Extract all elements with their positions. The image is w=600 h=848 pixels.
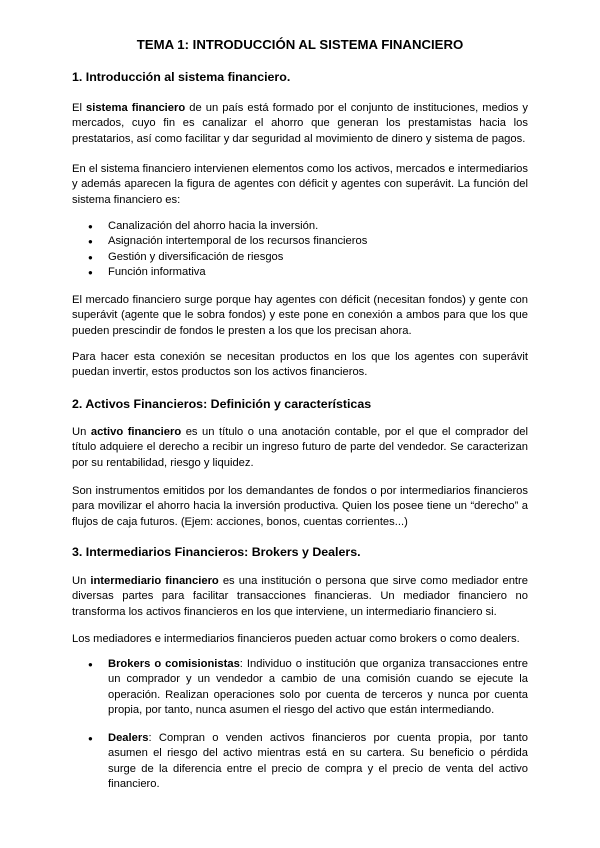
- section-2-paragraph-2: Son instrumentos emitidos por los demandantes de fondos o por intermediarios financieros para movilizar el ahorro hacia la inversión productiva. Quien los posee tiene un “derecho” a flujos de caja futuros. (Ejem: acciones, bonos, cuentas corrientes...): [72, 485, 528, 528]
- bold-term: Brokers o comisionistas: [108, 658, 240, 670]
- section-3-heading: 3. Intermediarios Financieros: Brokers y Dealers.: [72, 545, 361, 559]
- section-1-paragraph-4: Para hacer esta conexión se necesitan productos en los que los agentes con superávit puedan invertir, estos productos son los activos financieros.: [72, 351, 528, 379]
- functions-list: [72, 219, 528, 280]
- text-run: El: [72, 102, 86, 114]
- list-item-dealers: [72, 731, 528, 792]
- section-2-paragraph-1: [72, 425, 528, 471]
- section-2-heading: 2. Activos Financieros: Definición y características: [72, 397, 372, 411]
- text-run: : Individuo o institución que organiza transacciones entre un comprador y un vendedor a cambio de una comisión cuando se ejecute la operación. Realizan operaciones solo por cuenta de terceros y nunca por cuenta propia, por tanto, nunca asumen el riesgo del activo que están intermediando.: [108, 658, 528, 716]
- section-3-paragraph-1: [72, 574, 528, 620]
- text-run: Un: [72, 575, 91, 587]
- list-item-brokers: [72, 657, 528, 718]
- bold-term: sistema financiero: [86, 102, 186, 114]
- section-3-paragraph-2: Los mediadores e intermediarios financieros pueden actuar como brokers o como dealers.: [72, 633, 520, 645]
- text-run: es una institución o persona que sirve como mediador entre diversas partes para facilitar transacciones financieras. Un mediador financiero no transforma los activos financieros en los que interviene, un intermediario financiero si.: [72, 575, 528, 618]
- bold-term: activo financiero: [90, 426, 182, 438]
- brokers-list: [72, 657, 528, 718]
- section-1-paragraph-2: En el sistema financiero intervienen elementos como los activos, mercados e intermediarios y además aparecen la figura de agentes con déficit y agentes con superávit. La función del sistema financiero es:: [72, 163, 528, 206]
- section-1-paragraph-1: [72, 101, 528, 147]
- text-run: Un: [72, 426, 91, 438]
- list-item: ● Asignación intertemporal de los recursos financieros: [72, 234, 528, 249]
- text-run: : Compran o venden activos financieros por cuenta propia, por tanto asumen el riesgo del activo mientras está en su cartera. Su beneficio o pérdida surge de la diferencia entre el precio de compra y el precio de venta del activo financiero.: [108, 732, 528, 790]
- text-run: de un país está formado por el conjunto de instituciones, medios y mercados, cuyo fin es canalizar el ahorro que generan los prestamistas hacia los prestatarios, así como facilitar y dar seguridad al movimiento de dinero y sistema de pagos.: [72, 102, 528, 145]
- list-item: ● Función informativa: [72, 265, 528, 280]
- bold-term: Dealers: [108, 732, 149, 744]
- list-item: ● Gestión y diversificación de riesgos: [72, 250, 528, 265]
- document-title: TEMA 1: INTRODUCCIÓN AL SISTEMA FINANCIERO: [136, 37, 464, 52]
- list-item: ● Canalización del ahorro hacia la inversión.: [72, 219, 528, 234]
- dealers-list: [72, 731, 528, 792]
- text-run: es un título o una anotación contable, por el que el comprador del título adquiere el derecho a recibir un ingreso futuro de parte del vendedor. Se caracterizan por su rentabilidad, riesgo y liquidez.: [72, 426, 529, 469]
- bold-term: intermediario financiero: [90, 575, 219, 587]
- section-1-paragraph-3: El mercado financiero surge porque hay agentes con déficit (necesitan fondos) y gente con superávit (agente que le sobra fondos) y este pone en conexión a ambos para que los que pueden prescindir de fondos le presten a los que los precisan ahora.: [72, 294, 528, 337]
- section-1-heading: 1. Introducción al sistema financiero.: [72, 70, 291, 84]
